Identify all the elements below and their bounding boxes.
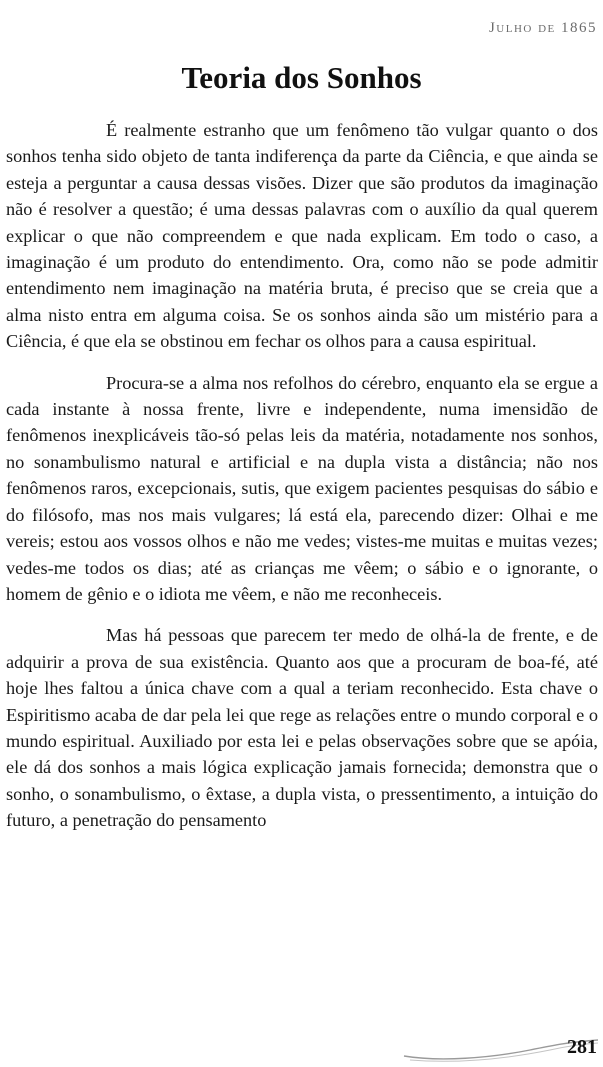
paragraph-2: Procura-se a alma nos refolhos do cérebro, enquanto ela se ergue a cada instante à nossa frente, livre e independente, numa imensidão de fenômenos inexplicáveis tão-só pelas leis da matéria, notadamente nos sonhos, no sonambulismo natural e artificial e na dupla vista a distância; não nos fenômenos raros, excepcionais, sutis, que exigem pacientes pesquisas do sábio e do filósofo, mas nos mais vulgares; lá está ela, parecendo dizer: Olhai e me vereis; estou aos vossos olhos e não me vedes; vistes-me muitas e muitas vezes; vedes-me todos os dias; até as crianças me vêem; o sábio e o ignorante, o homem de gênio e o idiota me vêem, e não me reconheceis.: [6, 372, 598, 604]
page-footer: [400, 1028, 600, 1064]
article-title: Teoria dos Sonhos: [181, 60, 422, 95]
paragraph-3: Mas há pessoas que parecem ter medo de olhá-la de frente, e de adquirir a prova de sua existência. Quanto aos que a procuram de boa-fé, até hoje lhes faltou a única chave com a qual a teriam reconhecido. Esta chave o Espiritismo acaba de dar pela lei que rege as relações entre o mundo corporal e o mundo espiritual. Auxiliado por esta lei e pelas observações sobre que se apóia, ele dá dos sonhos a mais lógica explicação jamais fornecida; demonstra que o sonho, o sonambulismo, o êxtase, a dupla vista, o pressentimento, a intuição do futuro, a penetração do pensamento: [6, 625, 598, 831]
running-header: Julho de 1865: [488, 20, 597, 36]
paragraph-1: É realmente estranho que um fenômeno tão vulgar quanto o dos sonhos tenha sido objeto de tanta indiferença da parte da Ciência, e que ainda se esteja a perguntar a causa dessas visões. Dizer que são produtos da imaginação não é resolver a questão; é uma dessas palavras com o auxílio da qual querem explicar o que não compreendem e que nada explicam. Em todo o caso, a imaginação é um produto do entendimento. Ora, como não se pode admitir entendimento nem imaginação na matéria bruta, é preciso que se creia que a alma nisto entra em alguma coisa. Se os sonhos ainda são um mistério para a Ciência, é que ela se obstinou em fechar os olhos para a causa espiritual.: [6, 120, 598, 352]
article-body: [6, 117, 598, 849]
page-number: 281: [567, 1036, 597, 1058]
